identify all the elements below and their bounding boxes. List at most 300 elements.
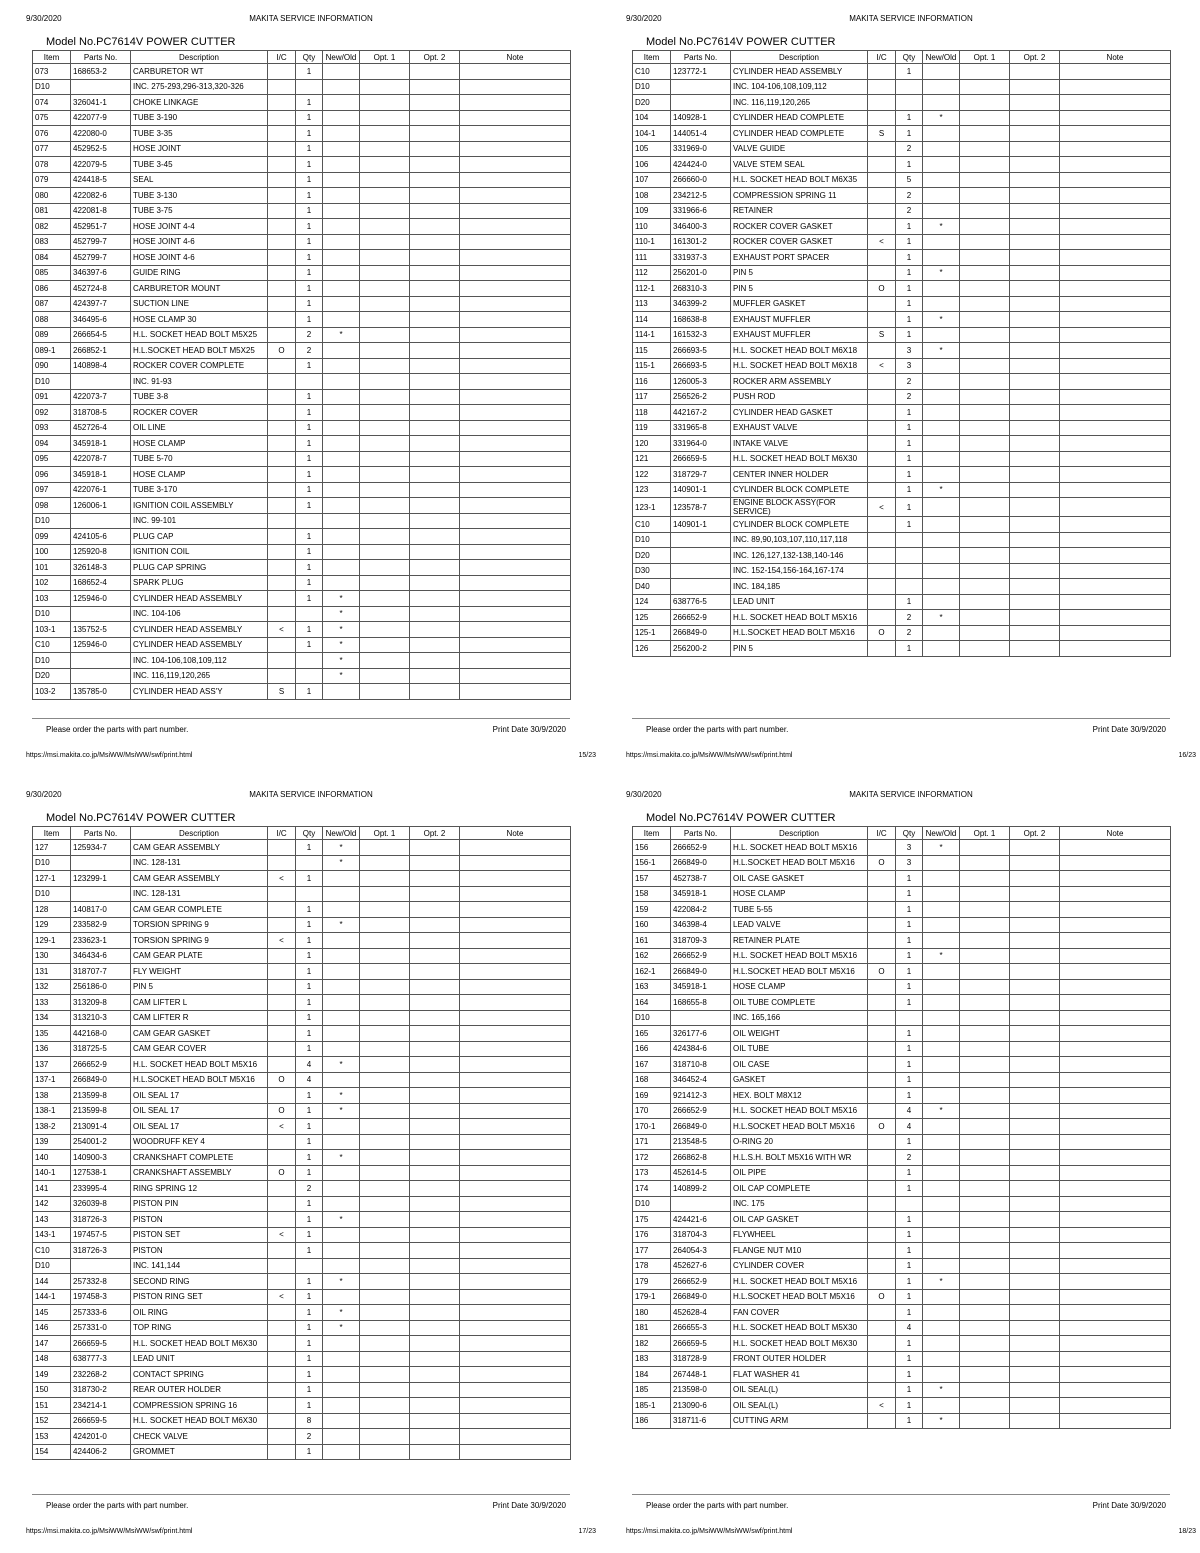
table-cell: 1 (296, 1382, 323, 1398)
table-cell: 1 (296, 1150, 323, 1166)
table-cell (1060, 157, 1171, 173)
table-cell: 142 (33, 1196, 71, 1212)
table-cell (323, 1444, 360, 1460)
table-cell (868, 296, 896, 312)
table-cell: WOODRUFF KEY 4 (131, 1134, 268, 1150)
table-cell: 1 (896, 157, 923, 173)
column-header: New/Old (923, 51, 960, 64)
table-cell (460, 250, 571, 266)
table-cell (360, 219, 410, 235)
table-row (633, 964, 1171, 980)
table-cell: 083 (33, 234, 71, 250)
table-cell (323, 467, 360, 483)
table-cell: 170 (633, 1103, 671, 1119)
table-cell (923, 203, 960, 219)
table-cell: 1 (896, 1336, 923, 1352)
table-cell: HOSE CLAMP 30 (131, 312, 268, 328)
table-cell (410, 219, 460, 235)
table-cell: H.L.S.H. BOLT M5X16 WITH WR (731, 1150, 868, 1166)
table-row (33, 1088, 571, 1104)
table-cell: IGNITION COIL ASSEMBLY (131, 498, 268, 514)
table-cell: 086 (33, 281, 71, 297)
table-cell (1060, 1072, 1171, 1088)
table-cell (360, 1103, 410, 1119)
table-cell (960, 1274, 1010, 1290)
table-cell: 089-1 (33, 343, 71, 359)
table-row (633, 902, 1171, 918)
table-row (33, 467, 571, 483)
table-cell (360, 281, 410, 297)
table-cell: EXHAUST MUFFLER (731, 312, 868, 328)
table-cell: OIL CASE GASKET (731, 871, 868, 887)
table-cell (460, 1150, 571, 1166)
table-cell (268, 1010, 296, 1026)
table-cell: 257331-0 (71, 1320, 131, 1336)
table-cell: 1 (896, 1382, 923, 1398)
table-cell: INC. 126,127,132-138,140-146 (731, 548, 868, 564)
table-cell: 1 (896, 1258, 923, 1274)
table-cell: 135785-0 (71, 684, 131, 700)
table-cell: 106 (633, 157, 671, 173)
table-cell (868, 1212, 896, 1228)
parts-table (632, 826, 1171, 1429)
table-cell (360, 327, 410, 343)
table-cell: 141 (33, 1181, 71, 1197)
table-cell: * (323, 668, 360, 684)
table-cell (671, 79, 731, 95)
table-cell: 138-1 (33, 1103, 71, 1119)
table-cell (410, 1088, 460, 1104)
table-cell (460, 1382, 571, 1398)
table-cell (323, 436, 360, 452)
table-cell (323, 1367, 360, 1383)
table-cell (960, 1336, 1010, 1352)
table-cell: 233582-9 (71, 917, 131, 933)
table-cell: 1 (296, 684, 323, 700)
table-row (633, 594, 1171, 610)
table-row (33, 575, 571, 591)
table-cell (268, 1444, 296, 1460)
table-cell (960, 1398, 1010, 1414)
table-cell: 638776-5 (671, 594, 731, 610)
table-cell (410, 855, 460, 871)
table-cell: 1 (296, 1243, 323, 1259)
table-cell (896, 579, 923, 595)
table-cell (960, 234, 1010, 250)
table-cell (960, 995, 1010, 1011)
table-row (33, 188, 571, 204)
table-cell: 146 (33, 1320, 71, 1336)
table-cell (868, 141, 896, 157)
table-cell (410, 420, 460, 436)
table-cell (268, 1181, 296, 1197)
table-cell: * (323, 1305, 360, 1321)
table-cell: INC. 152-154,156-164,167-174 (731, 563, 868, 579)
table-cell (1010, 1351, 1060, 1367)
table-row (633, 327, 1171, 343)
table-row (33, 902, 571, 918)
table-cell (1010, 436, 1060, 452)
table-cell: 154 (33, 1444, 71, 1460)
table-cell (410, 1057, 460, 1073)
table-cell (360, 902, 410, 918)
table-row (633, 610, 1171, 626)
table-cell (1060, 451, 1171, 467)
table-cell (1010, 79, 1060, 95)
table-cell (1010, 1026, 1060, 1042)
table-cell (410, 544, 460, 560)
table-cell: 1 (896, 405, 923, 421)
table-cell (1060, 141, 1171, 157)
table-cell: 268310-3 (671, 281, 731, 297)
table-cell: TUBE 5-70 (131, 451, 268, 467)
table-cell: 111 (633, 250, 671, 266)
table-cell: 1 (296, 1119, 323, 1135)
table-row (33, 995, 571, 1011)
table-cell (923, 1289, 960, 1305)
table-cell: 144 (33, 1274, 71, 1290)
table-cell (1010, 498, 1060, 517)
table-cell (960, 79, 1010, 95)
page-header (26, 14, 596, 26)
page-url[interactable]: https://msi.makita.co.jp/MsiWW/MsiWW/swf/print.html (26, 752, 193, 759)
table-cell (868, 436, 896, 452)
table-cell: 1 (296, 1336, 323, 1352)
table-cell: O (268, 343, 296, 359)
table-cell: 2 (896, 374, 923, 390)
table-row (633, 517, 1171, 533)
table-cell: 266654-5 (71, 327, 131, 343)
column-header: Opt. 2 (410, 51, 460, 64)
page-header (26, 790, 596, 802)
table-cell (460, 203, 571, 219)
table-cell (410, 234, 460, 250)
table-row (633, 933, 1171, 949)
table-cell (296, 1258, 323, 1274)
table-cell (460, 871, 571, 887)
table-cell (923, 1134, 960, 1150)
column-header: Note (460, 827, 571, 840)
table-cell (923, 1088, 960, 1104)
table-cell (1010, 1289, 1060, 1305)
table-cell: 424406-2 (71, 1444, 131, 1460)
table-cell (360, 668, 410, 684)
column-header: Parts No. (671, 827, 731, 840)
table-cell (1010, 625, 1060, 641)
table-cell: 1 (296, 1305, 323, 1321)
table-cell (1060, 517, 1171, 533)
table-row (33, 281, 571, 297)
table-cell (410, 668, 460, 684)
table-cell (460, 513, 571, 529)
table-cell (323, 1413, 360, 1429)
page-url[interactable]: https://msi.makita.co.jp/MsiWW/MsiWW/swf/print.html (26, 1528, 193, 1535)
table-cell: 1 (296, 1320, 323, 1336)
table-cell (360, 1150, 410, 1166)
table-cell: 140899-2 (671, 1181, 731, 1197)
table-cell: 1 (296, 1196, 323, 1212)
table-cell: 112-1 (633, 281, 671, 297)
table-cell (1010, 1398, 1060, 1414)
table-cell: 103-2 (33, 684, 71, 700)
table-cell: 452628-4 (671, 1305, 731, 1321)
table-cell (460, 1041, 571, 1057)
table-cell: CAM GEAR ASSEMBLY (131, 871, 268, 887)
table-cell: INC. 116,119,120,265 (131, 668, 268, 684)
table-cell (868, 548, 896, 564)
table-cell: 110-1 (633, 234, 671, 250)
table-row (33, 964, 571, 980)
table-cell (460, 606, 571, 622)
table-cell: O (268, 1072, 296, 1088)
table-cell (268, 188, 296, 204)
table-cell: 424384-6 (671, 1041, 731, 1057)
table-cell (410, 405, 460, 421)
table-cell: 1 (296, 1026, 323, 1042)
table-cell (268, 917, 296, 933)
table-cell: CYLINDER HEAD ASSEMBLY (131, 591, 268, 607)
table-cell (671, 548, 731, 564)
table-row (33, 1289, 571, 1305)
table-row (33, 1367, 571, 1383)
table-cell: 140817-0 (71, 902, 131, 918)
parts-table (32, 50, 571, 700)
table-cell (360, 871, 410, 887)
table-cell: FLY WEIGHT (131, 964, 268, 980)
table-cell (360, 529, 410, 545)
table-cell: 1 (296, 1103, 323, 1119)
table-header-row (33, 827, 571, 840)
table-cell (460, 188, 571, 204)
table-cell (410, 575, 460, 591)
table-cell (268, 1429, 296, 1445)
table-cell (323, 420, 360, 436)
table-cell (1010, 219, 1060, 235)
table-cell (1010, 64, 1060, 80)
table-cell (460, 575, 571, 591)
table-row (33, 1429, 571, 1445)
table-cell (1060, 358, 1171, 374)
table-cell (460, 529, 571, 545)
table-cell (323, 886, 360, 902)
table-cell (896, 95, 923, 111)
table-cell: 103 (33, 591, 71, 607)
order-note: Please order the parts with part number. (646, 1501, 789, 1510)
table-cell: 168652-4 (71, 575, 131, 591)
table-cell: 140898-4 (71, 358, 131, 374)
table-row (33, 436, 571, 452)
table-row (33, 405, 571, 421)
table-cell: 213091-4 (71, 1119, 131, 1135)
table-cell (1010, 405, 1060, 421)
print-date: Print Date 30/9/2020 (1092, 725, 1166, 734)
table-cell: GUIDE RING (131, 265, 268, 281)
table-cell (323, 1181, 360, 1197)
table-cell: D20 (33, 668, 71, 684)
table-cell (1010, 1010, 1060, 1026)
table-cell (268, 265, 296, 281)
table-cell: 1 (896, 995, 923, 1011)
table-cell (923, 964, 960, 980)
table-cell: * (923, 110, 960, 126)
table-cell (460, 265, 571, 281)
table-row (633, 579, 1171, 595)
table-cell (410, 886, 460, 902)
table-cell: 166 (633, 1041, 671, 1057)
table-cell: 1 (296, 250, 323, 266)
table-cell (960, 436, 1010, 452)
table-cell (868, 886, 896, 902)
table-cell: 129 (33, 917, 71, 933)
table-cell: 1 (896, 594, 923, 610)
table-cell (923, 126, 960, 142)
table-cell (71, 79, 131, 95)
table-cell (1060, 1382, 1171, 1398)
table-cell (868, 1274, 896, 1290)
model-title: Model No.PC7614V POWER CUTTER (46, 36, 236, 48)
table-cell: INC. 128-131 (131, 855, 268, 871)
table-cell: PISTON (131, 1243, 268, 1259)
table-cell: < (268, 1289, 296, 1305)
table-cell: 1 (896, 467, 923, 483)
table-cell (268, 374, 296, 390)
table-cell (460, 1243, 571, 1259)
table-cell (268, 948, 296, 964)
table-cell (1010, 1103, 1060, 1119)
table-cell (1060, 234, 1171, 250)
table-cell (460, 172, 571, 188)
table-cell: O-RING 20 (731, 1134, 868, 1150)
table-cell: 185-1 (633, 1398, 671, 1414)
table-cell (1060, 902, 1171, 918)
table-cell (410, 933, 460, 949)
table-cell (360, 855, 410, 871)
table-cell: ROCKER COVER (131, 405, 268, 421)
page-15 (26, 14, 596, 774)
table-cell: 2 (296, 343, 323, 359)
table-cell (960, 296, 1010, 312)
table-cell: 452724-8 (71, 281, 131, 297)
page-url[interactable]: https://msi.makita.co.jp/MsiWW/MsiWW/swf/print.html (626, 752, 793, 759)
table-cell: D10 (33, 513, 71, 529)
table-cell: 452952-5 (71, 141, 131, 157)
table-cell (868, 482, 896, 498)
table-cell (1060, 840, 1171, 856)
table-cell (923, 1165, 960, 1181)
table-cell (1060, 871, 1171, 887)
table-cell: O (868, 625, 896, 641)
table-cell (268, 653, 296, 669)
table-cell: 1 (896, 1212, 923, 1228)
table-cell (323, 1258, 360, 1274)
table-cell (868, 610, 896, 626)
table-cell (360, 234, 410, 250)
table-cell (460, 995, 571, 1011)
table-row (633, 126, 1171, 142)
table-cell (868, 1057, 896, 1073)
table-cell: 346495-6 (71, 312, 131, 328)
table-cell: 100 (33, 544, 71, 560)
table-cell (1010, 1134, 1060, 1150)
table-cell (296, 374, 323, 390)
table-cell (268, 1258, 296, 1274)
table-cell: ROCKER COVER GASKET (731, 234, 868, 250)
table-cell: 326041-1 (71, 95, 131, 111)
table-cell (268, 157, 296, 173)
table-cell (460, 1119, 571, 1135)
table-cell: * (923, 948, 960, 964)
table-cell (923, 563, 960, 579)
table-cell: OIL CAP COMPLETE (731, 1181, 868, 1197)
table-cell (868, 641, 896, 657)
table-row (33, 1227, 571, 1243)
table-cell (268, 560, 296, 576)
table-cell: * (923, 1413, 960, 1429)
table-cell (460, 1196, 571, 1212)
table-cell: LEAD UNIT (731, 594, 868, 610)
page-url[interactable]: https://msi.makita.co.jp/MsiWW/MsiWW/swf/print.html (626, 1528, 793, 1535)
table-cell (268, 141, 296, 157)
table-cell: 452614-5 (671, 1165, 731, 1181)
table-cell (323, 141, 360, 157)
table-cell: 161 (633, 933, 671, 949)
table-cell (360, 1212, 410, 1228)
table-cell: PIN 5 (731, 265, 868, 281)
table-cell: 1 (296, 405, 323, 421)
table-row (33, 141, 571, 157)
table-cell (923, 1041, 960, 1057)
header-title: MAKITA SERVICE INFORMATION (249, 14, 373, 23)
table-row (633, 420, 1171, 436)
table-cell: RETAINER (731, 203, 868, 219)
table-cell: 2 (896, 188, 923, 204)
table-cell (296, 79, 323, 95)
table-cell: MUFFLER GASKET (731, 296, 868, 312)
table-cell (296, 606, 323, 622)
table-cell: S (268, 684, 296, 700)
table-cell (410, 1181, 460, 1197)
table-cell (960, 451, 1010, 467)
table-cell (460, 141, 571, 157)
table-cell (268, 1305, 296, 1321)
table-cell (868, 979, 896, 995)
table-cell (323, 1026, 360, 1042)
table-row (33, 374, 571, 390)
table-cell (1060, 1103, 1171, 1119)
table-cell (410, 265, 460, 281)
table-cell: 424105-6 (71, 529, 131, 545)
table-cell: 125946-0 (71, 591, 131, 607)
table-cell (1060, 1289, 1171, 1305)
table-cell (323, 296, 360, 312)
table-cell (868, 579, 896, 595)
table-cell: 1 (896, 641, 923, 657)
table-cell: 1 (896, 1041, 923, 1057)
table-cell (460, 1212, 571, 1228)
table-cell (960, 1212, 1010, 1228)
table-cell: 127 (33, 840, 71, 856)
table-cell: 168653-2 (71, 64, 131, 80)
header-date: 9/30/2020 (626, 14, 662, 23)
table-cell: 266660-0 (671, 172, 731, 188)
table-cell: CHOKE LINKAGE (131, 95, 268, 111)
table-row (33, 95, 571, 111)
table-cell (868, 517, 896, 533)
table-cell (1060, 467, 1171, 483)
table-cell (410, 1243, 460, 1259)
table-cell: 331966-6 (671, 203, 731, 219)
table-cell (960, 871, 1010, 887)
